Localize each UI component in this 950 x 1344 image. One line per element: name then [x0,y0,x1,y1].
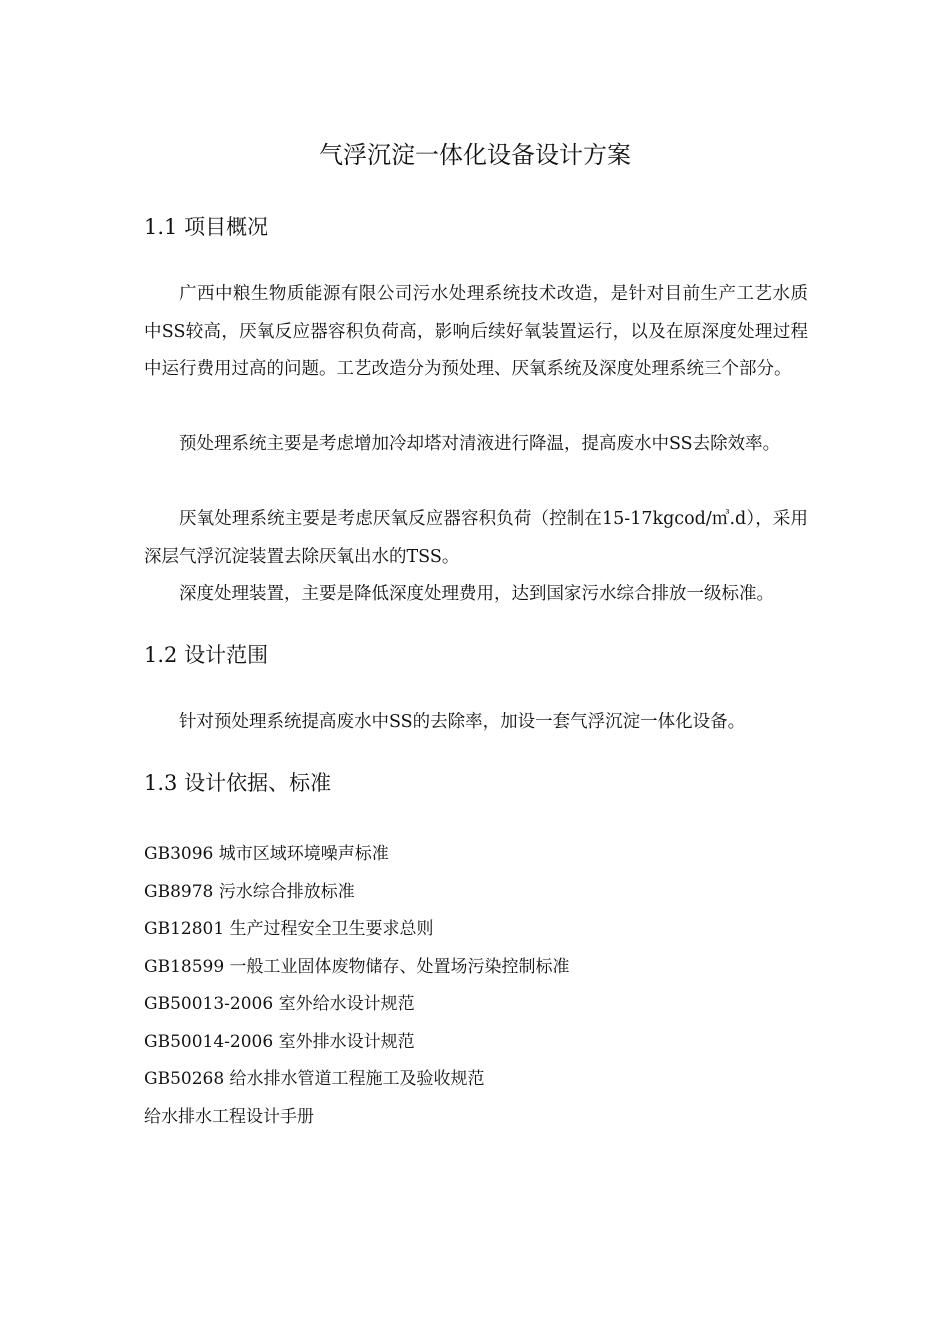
list-item: 给水排水工程设计手册 [144,1106,314,1127]
paragraph-pretreatment: 预处理系统主要是考虑增加冷却塔对清液进行降温，提高废水中SS去除效率。 [179,434,781,454]
list-item: GB50013-2006 室外给水设计规范 [144,994,415,1014]
list-item: GB50014-2006 室外排水设计规范 [144,1031,415,1052]
paragraph-anaerobic: 厌氧处理系统主要是考虑厌氧反应器容积负荷（控制在15-17kgcod/㎥.d），采用深层气浮沉淀装置去除厌氧出水的TSS。 [144,509,808,567]
list-item: GB12801 生产过程安全卫生要求总则 [144,919,434,939]
document-title: 气浮沉淀一体化设备设计方案 [319,141,631,169]
section-heading-1-3: 1.3 设计依据、标准 [144,771,332,795]
list-item: GB50268 给水排水管道工程施工及验收规范 [144,1069,485,1089]
section-heading-1-1: 1.1 项目概况 [144,215,269,239]
list-item: GB3096 城市区域环境噪声标准 [144,844,389,864]
paragraph-advanced-treatment: 深度处理装置，主要是降低深度处理费用，达到国家污水综合排放一级标准。 [179,584,774,604]
reference-standards-list [144,836,808,1136]
section-heading-1-2: 1.2 设计范围 [144,643,269,667]
list-item: GB8978 污水综合排放标准 [144,881,355,902]
paragraph-design-scope: 针对预处理系统提高废水中SS的去除率，加设一套气浮沉淀一体化设备。 [179,712,746,732]
paragraph-project-overview: 广西中粮生物质能源有限公司污水处理系统技术改造，是针对目前生产工艺水质中SS较高，厌氧反应器容积负荷高，影响后续好氧装置运行，以及在原深度处理过程中运行费用过高的问题。工艺改造分为预处理、厌氧系统及深度处理系统三个部分。 [144,284,808,379]
list-item: GB18599 一般工业固体废物储存、处置场污染控制标准 [144,956,570,977]
